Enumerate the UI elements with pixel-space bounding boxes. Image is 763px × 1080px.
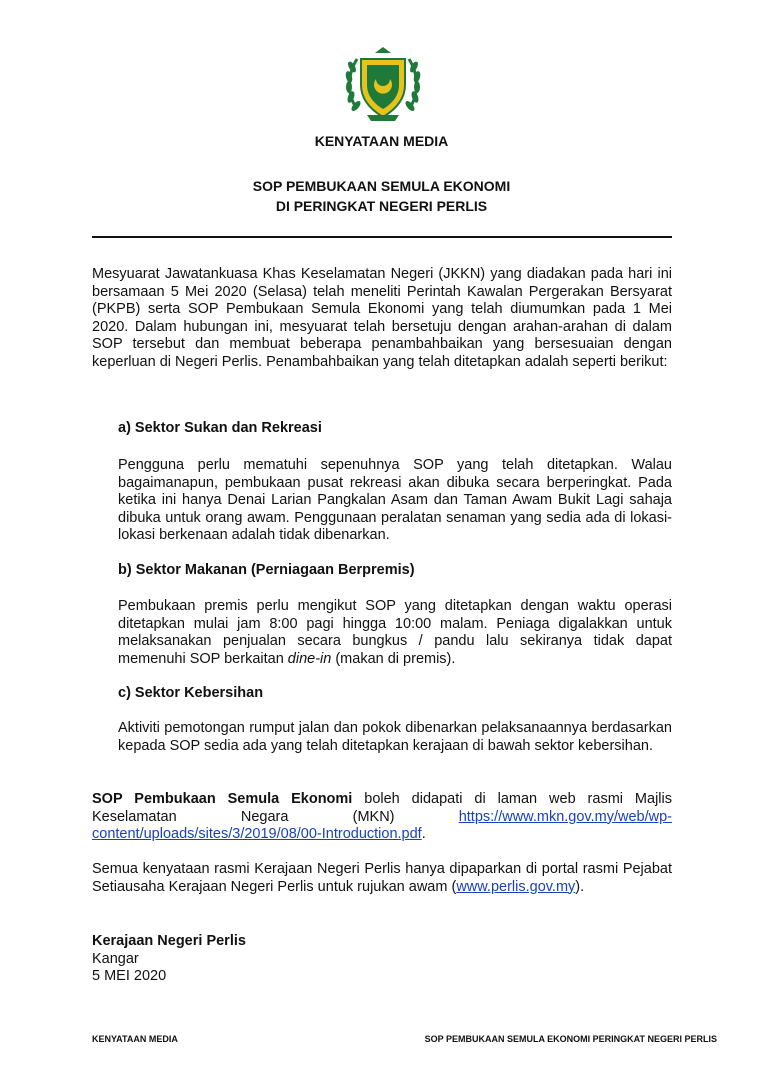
document-subtitle: [0, 176, 763, 216]
section-c-heading: c) Sektor Kebersihan: [118, 685, 264, 701]
section-a-heading: a) Sektor Sukan dan Rekreasi: [118, 420, 322, 436]
signature-block: [92, 933, 246, 986]
perlis-crest-icon: [343, 45, 423, 123]
section-b-heading: b) Sektor Makanan (Perniagaan Berpremis): [118, 562, 415, 578]
header-divider: [92, 236, 672, 238]
portal-note-text: Semua kenyataan rasmi Kerajaan Negeri Perlis hanya dipaparkan di portal rasmi Pejabat Setiausaha Kerajaan Negeri Perlis untuk rujukan awam (: [92, 861, 672, 895]
section-b-body: [118, 598, 672, 668]
sop-note-paragraph: [92, 791, 672, 844]
section-a-body: Pengguna perlu mematuhi sepenuhnya SOP yang telah ditetapkan. Walau bagaimanapun, pembukaan pusat rekreasi akan dibuka secara berperingkat. Pada ketika ini hanya Denai Larian Pangkalan Asam dan Taman Awam Bukit Lagi sahaja dibuka untuk orang awam. Penggunaan peralatan senaman yang sedia ada di lokasi-lokasi berkenaan adalah tidak dibenarkan.: [118, 457, 672, 544]
intro-paragraph: Mesyuarat Jawatankuasa Khas Keselamatan Negeri (JKKN) yang diadakan pada hari ini bersamaan 5 Mei 2020 (Selasa) telah meneliti Perintah Kawalan Pergerakan Bersyarat (PKPB) serta SOP Pembukaan Semula Ekonomi yang telah diumumkan pada 1 Mei 2020. Dalam hubungan ini, mesyuarat telah bersetuju dengan arahan-arahan di dalam SOP tersebut dan membuat beberapa penambahbaikan yang bersesuaian dengan keperluan di Negeri Perlis. Penambahbaikan yang telah ditetapkan adalah seperti berikut:: [92, 266, 672, 370]
signature-date: 5 MEI 2020: [92, 968, 167, 985]
subtitle-line-1: SOP PEMBUKAAN SEMULA EKONOMI: [252, 178, 511, 194]
perlis-portal-link[interactable]: www.perlis.gov.my: [456, 878, 576, 895]
mkn-sop-link[interactable]: https://www.mkn.gov.my/web/wp-content/uploads/sites/3/2019/08/00-Introduction.pdf: [92, 808, 672, 843]
portal-note-paragraph: [92, 861, 672, 896]
footer-right: SOP PEMBUKAAN SEMULA EKONOMI PERINGKAT NEGERI PERLIS: [424, 1034, 717, 1044]
footer-left: KENYATAAN MEDIA: [92, 1034, 178, 1044]
sop-note-bold: SOP Pembukaan Semula Ekonomi: [92, 791, 353, 807]
section-b-text: Pembukaan premis perlu mengikut SOP yang ditetapkan dengan waktu operasi ditetapkan mulai jam 8:00 pagi hingga 10:00 malam. Peniaga digalakkan untuk melaksanakan penjualan secara bungkus / pandu lalu sekiranya tidak dapat memenuhi SOP berkaitan: [118, 598, 672, 667]
section-b-text-end: (makan di premis).: [331, 650, 456, 667]
sop-note-text: boleh didapati di laman web rasmi Majlis Keselamatan Negara (MKN): [92, 791, 672, 825]
portal-note-end: ).: [575, 878, 585, 895]
signature-org: Kerajaan Negeri Perlis: [92, 933, 246, 949]
section-c-body: Aktiviti pemotongan rumput jalan dan pokok dibenarkan pelaksanaannya berdasarkan kepada SOP sedia ada yang telah ditetapkan kerajaan di bawah sektor kebersihan.: [118, 720, 672, 754]
document-title: KENYATAAN MEDIA: [314, 133, 449, 149]
signature-place: Kangar: [92, 950, 139, 967]
subtitle-line-2: DI PERINGKAT NEGERI PERLIS: [275, 198, 488, 214]
section-b-italic: dine-in: [287, 650, 332, 667]
sop-note-end: .: [421, 826, 426, 843]
